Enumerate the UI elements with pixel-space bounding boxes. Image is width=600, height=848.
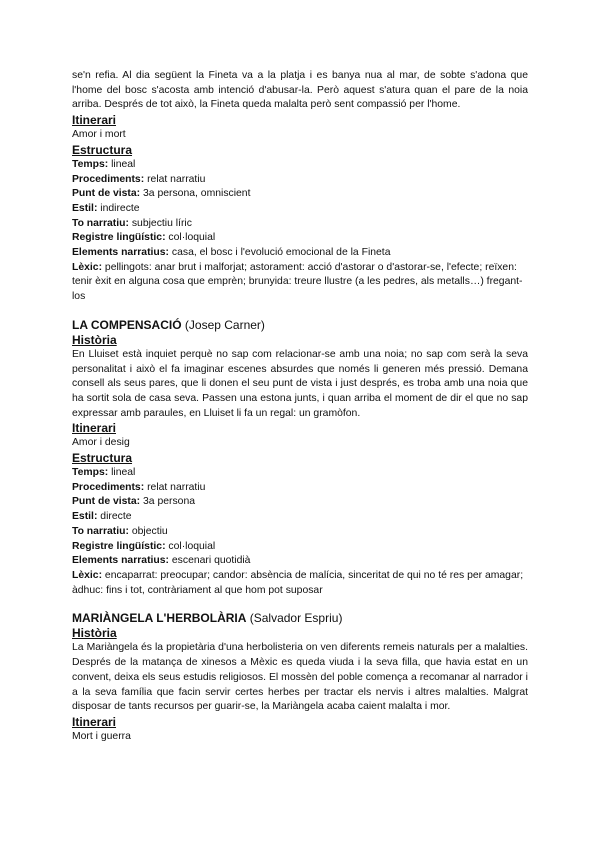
historia-heading: Història <box>72 332 117 347</box>
document-page <box>72 69 528 745</box>
story-author: (Josep Carner) <box>181 317 265 332</box>
story-title: MARIÀNGELA L'HERBOLÀRIA (Salvador Espriu) <box>72 611 343 626</box>
itinerari-text: Mort i guerra <box>72 730 131 742</box>
itinerari-text: Amor i desig <box>72 437 130 449</box>
itinerari-heading: Itinerari <box>72 113 117 128</box>
story-title: LA COMPENSACIÓ (Josep Carner) <box>72 317 265 332</box>
field-estil: Estil: indirecte <box>72 202 140 214</box>
historia-heading: Història <box>72 626 117 641</box>
field-elements: Elements narratius: escenari quotidià <box>72 555 251 567</box>
field-temps: Temps: lineal <box>72 158 136 170</box>
field-registre: Registre lingüístic: col·loquial <box>72 232 216 244</box>
field-elements: Elements narratius: casa, el bosc i l'evolució emocional de la Fineta <box>72 247 391 259</box>
field-to-narratiu: To narratiu: objectiu <box>72 525 168 537</box>
itinerari-heading: Itinerari <box>72 714 117 729</box>
itinerari-heading: Itinerari <box>72 421 117 436</box>
field-to-narratiu: To narratiu: subjectiu líric <box>72 217 192 229</box>
historia-paragraph: En Lluiset està inquiet perquè no sap com relacionar-se amb una noia; no sap com serà la seva personalitat i això el fa imaginar escenes absurdes que només li generen més pressió. Demana consell als seus pares, que li donen el seu punt de vista i just després, es troba amb una noia que ha sortit sola de casa seva. Passen una estona junts, i quan arriba el moment de dir el que no sap expressar amb paraules, en Lluiset li fa un regal: un gramòfon. <box>72 348 528 419</box>
historia-paragraph: La Mariàngela és la propietària d'una herbolisteria on ven diferents remeis naturals per a malalties. Després de la matança de xinesos a Mèxic es queda viuda i la seva filla, que havia estat en un convent, deixa els seus estudis religiosos. El mossèn del poble comença a recomanar al narrador i a la seva família que facin servir certes herbes per tractar els nervis i altres malalties. Malgrat disposar de tants recursos per guarir-se, la Mariàngela acaba caient malalta i mor. <box>72 642 528 713</box>
field-registre: Registre lingüístic: col·loquial <box>72 540 216 552</box>
intro-paragraph: se'n refia. Al dia següent la Fineta va a la platja i es banya nua al mar, de sobte s'adona que l'home del bosc s'acosta amb intenció d'abusar-la. Però aquest s'atura quan el pare de la noia arriba. Després de tot això, la Fineta queda malalta però sent compassió per l'home. <box>72 70 528 111</box>
story-author: (Salvador Espriu) <box>246 611 343 626</box>
estructura-heading: Estructura <box>72 451 133 466</box>
itinerari-text: Amor i mort <box>72 129 126 141</box>
field-estil: Estil: directe <box>72 511 132 523</box>
field-temps: Temps: lineal <box>72 467 136 479</box>
estructura-fields <box>72 158 528 305</box>
field-punt-de-vista: Punt de vista: 3a persona <box>72 496 196 508</box>
field-procediments: Procediments: relat narratiu <box>72 481 206 493</box>
field-lexic: Lèxic: encaparrat: preocupar; candor: absència de malícia, sinceritat de qui no té res per amagar; àdhuc: fins i tot, contràriament al que hom pot suposar <box>72 569 524 596</box>
estructura-fields <box>72 466 528 598</box>
field-lexic: Lèxic: pellingots: anar brut i malforjat; astorament: acció d'astorar o d'astorar-se, l'efecte; reïxen: tenir èxit en alguna cosa que emprèn; brunyida: treure llustre (a les pedres, als metalls…) fregant-los <box>72 261 523 303</box>
field-punt-de-vista: Punt de vista: 3a persona, omniscient <box>72 188 251 200</box>
estructura-heading: Estructura <box>72 142 133 157</box>
field-procediments: Procediments: relat narratiu <box>72 173 206 185</box>
